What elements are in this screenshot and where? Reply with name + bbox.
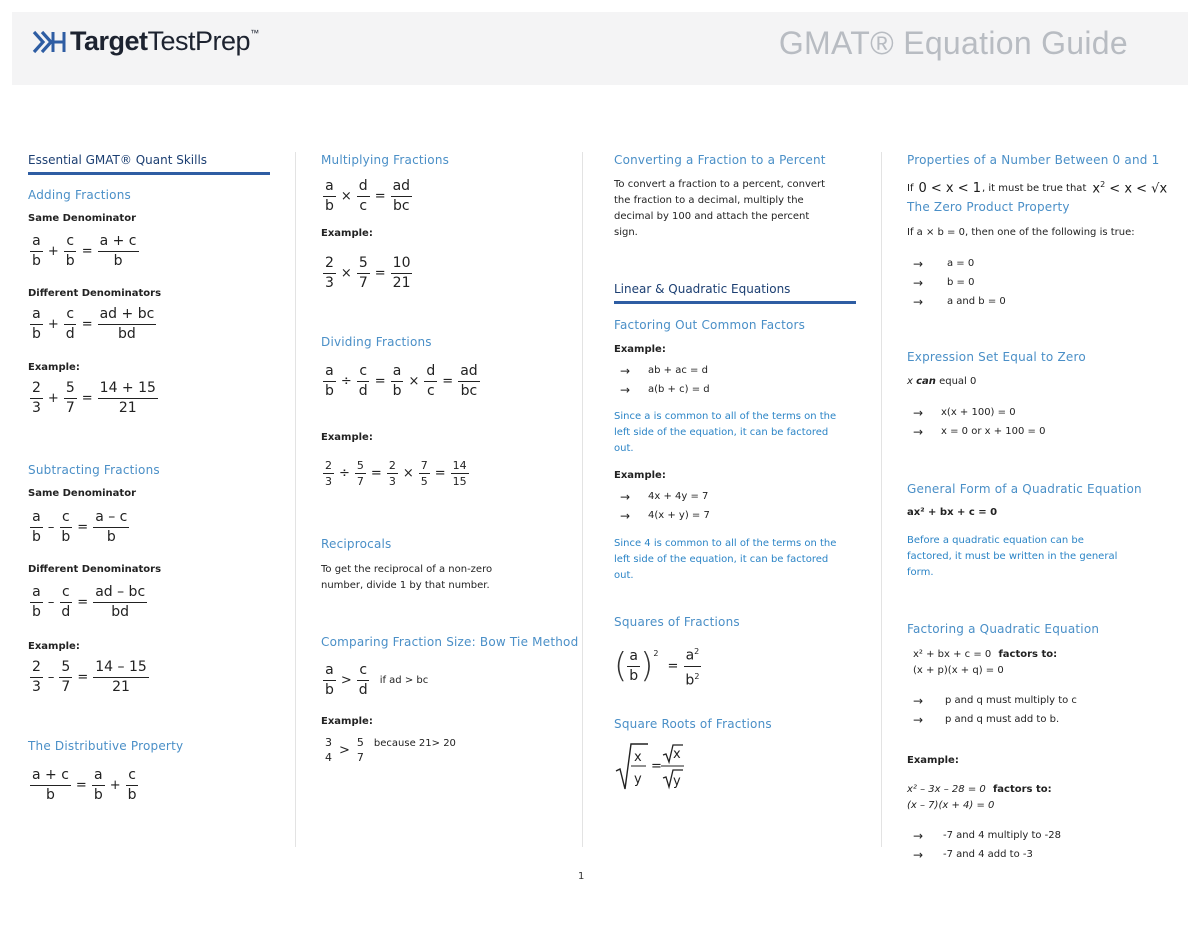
logo-trademark: ™ [250, 28, 259, 38]
between-prefix: If [907, 182, 914, 194]
formula-add-same-denominator: a b + $\frac{c}{b}$ = $\frac{a + c}{b}$ [32, 233, 137, 269]
text-line: To get the reciprocal of a non-zero [321, 564, 493, 575]
arrow-icon: → [913, 275, 924, 290]
factoring-quad-example-bullets [907, 826, 1061, 864]
page-number: 1 [578, 871, 585, 882]
equation: x(x + 100) = 0 [941, 407, 1016, 418]
formula-distributive: $\frac{a + c}{b}$ = $\frac{a}{b}$ + $\frac{c}{b}$ [32, 767, 137, 803]
formula-multiply: $\frac{a}{b}$ × $\frac{d}{c}$ = $\frac{ad}{bc}$ [325, 178, 411, 214]
section-linear-quadratic [614, 282, 856, 304]
section-title: Essential GMAT® Quant Skills [28, 153, 208, 167]
label-example: Example: [321, 228, 373, 239]
equation: x = 0 or x + 100 = 0 [941, 426, 1046, 437]
factoring-note-2 [614, 536, 836, 584]
svg-text:x: x [673, 747, 681, 762]
label-same-denominator: Same Denominator [28, 213, 137, 224]
text-line: decimal by 100 and attach the percent [614, 211, 810, 222]
section-underline [28, 172, 270, 175]
section-title: Linear & Quadratic Equations [614, 282, 791, 296]
formula-multiply-example: $\frac{2}{3}$ × $\frac{5}{7}$ = $\frac{10}{21}$ [325, 255, 411, 291]
text-line: Before a quadratic equation can be [907, 535, 1084, 546]
label-example: Example: [321, 716, 373, 727]
formula-subtract-example: 2 3 – $\frac{5}{7}$ = $\frac{14 - 15}{21}$ [32, 659, 147, 695]
square-root-formula-graphic [614, 741, 694, 793]
zero-product-list [907, 254, 1006, 311]
general-form-formula: ax² + bx + c = 0 [907, 507, 998, 518]
label-same-denominator: Same Denominator [28, 488, 137, 499]
logo-wordmark [70, 26, 259, 57]
arrow-icon: → [913, 424, 924, 439]
formula-add-example: 2 3 + $\frac{5}{7}$ = $\frac{14 + 15}{21}$ [32, 380, 156, 416]
formula-add-different-denominators: a b + $\frac{c}{d}$ = $\frac{ad + bc}{bd}$ [32, 306, 155, 342]
expression-steps [907, 403, 1045, 441]
guide-title: GMAT® Equation Guide [778, 25, 1128, 61]
expression-rest: equal 0 [939, 376, 977, 387]
list-item: b = 0 [947, 277, 975, 288]
logo-chevrons-icon [32, 29, 66, 55]
heading-comparing-fractions: Comparing Fraction Size: Bow Tie Method [321, 635, 579, 649]
bow-tie-because: because 21> 20 [373, 738, 456, 749]
label-example: Example: [28, 641, 80, 652]
text-line: sign. [614, 227, 638, 238]
arrow-icon: → [913, 828, 924, 843]
equation: 4(x + y) = 7 [648, 510, 710, 521]
text-line: Since 4 is common to all of the terms on the [614, 538, 837, 549]
heading-squares-of-fractions: Squares of Fractions [614, 615, 740, 629]
arrow-icon: → [913, 712, 924, 727]
target-test-prep-logo [32, 26, 259, 57]
formula-divide: $\frac{a}{b}$ ÷ $\frac{c}{d}$ = $\frac{a}{b}$ × $\frac{d}{c}$ = $\frac{ad}{bc}$ [325, 363, 478, 399]
text-line: form. [907, 567, 934, 578]
svg-text:y: y [673, 774, 681, 789]
factoring-example-1 [614, 361, 710, 399]
list-item: p and q must multiply to c [945, 695, 1077, 706]
text-line: number, divide 1 by that number. [321, 580, 490, 591]
svg-text:x: x [634, 750, 642, 765]
expression-var: x [907, 376, 913, 387]
section-underline [614, 301, 856, 304]
arrow-icon: → [620, 363, 631, 378]
general-form-note [907, 533, 1117, 581]
bow-tie-condition: if ad > bc [379, 674, 429, 686]
factoring-quad-bullets [907, 691, 1077, 729]
formula-subtract-same-denominator: a b – $\frac{c}{b}$ = $\frac{a - c}{b}$ [32, 509, 128, 545]
label-example: Example: [28, 362, 80, 373]
zero-product-intro: If a × b = 0, then one of the following is true: [907, 227, 1135, 238]
arrow-icon: → [913, 847, 924, 862]
label-example: Example: [321, 432, 373, 443]
heading-reciprocals: Reciprocals [321, 537, 392, 551]
arrow-icon: → [913, 294, 924, 309]
label-example: Example: [614, 344, 666, 355]
text-line: left side of the equation, it can be factored [614, 554, 829, 565]
factoring-note-1 [614, 409, 836, 457]
logo-bold-text: Target [70, 26, 148, 56]
list-item: -7 and 4 add to -3 [943, 849, 1033, 860]
factoring-quad-example [907, 782, 1052, 798]
list-item: -7 and 4 multiply to -28 [943, 830, 1062, 841]
formula-bow-tie: a b > c d if ad > bc [325, 662, 429, 698]
factoring-example-2 [614, 487, 710, 525]
logo-light-text: TestPrep [147, 26, 251, 56]
expression-can: can [916, 376, 936, 387]
text-line: out. [614, 443, 634, 454]
heading-number-between-0-and-1: Properties of a Number Between 0 and 1 [907, 153, 1160, 167]
equation: (x – 7)(x + 4) = 0 [907, 800, 995, 811]
text-line: the fraction to a decimal, multiply the [614, 195, 804, 206]
heading-expression-equal-zero: Expression Set Equal to Zero [907, 350, 1086, 364]
section-essential-skills [28, 153, 270, 175]
formula-bow-tie-example: 3 4 > 5 7 because 21> 20 [325, 736, 456, 764]
equation: ab + ac = d [648, 365, 708, 376]
arrow-icon: → [620, 508, 631, 523]
inequality-0-x-1: 0 < x < 1 [918, 180, 982, 196]
label-example: Example: [907, 755, 959, 766]
equation: x² + bx + c = 0 [913, 649, 992, 660]
heading-subtracting-fractions: Subtracting Fractions [28, 463, 160, 477]
formula-square-root-of-fraction [614, 741, 694, 797]
formula-subtract-different-denominators: a b – $\frac{c}{d}$ = $\frac{ad - bc}{bd}$ [32, 584, 146, 620]
reciprocals-text [321, 562, 492, 594]
factoring-quad-statement [913, 647, 1057, 663]
arrow-icon: → [620, 489, 631, 504]
list-item: a and b = 0 [947, 296, 1006, 307]
text-line: left side of the equation, it can be factored [614, 427, 829, 438]
heading-factoring-common-factors: Factoring Out Common Factors [614, 318, 806, 332]
heading-dividing-fractions: Dividing Fractions [321, 335, 432, 349]
heading-multiplying-fractions: Multiplying Fractions [321, 153, 450, 167]
text-line: To convert a fraction to a percent, convert [614, 179, 826, 190]
list-item: p and q must add to b. [945, 714, 1060, 725]
formula-square-of-fraction: ( a b ) $^2$ = $\frac{a^2}{b^2}$ [614, 643, 703, 689]
heading-square-roots-of-fractions: Square Roots of Fractions [614, 717, 772, 731]
column-divider [582, 152, 583, 847]
heading-adding-fractions: Adding Fractions [28, 188, 131, 202]
label-different-denominators: Different Denominators [28, 564, 162, 575]
column-divider [295, 152, 296, 847]
arrow-icon: → [913, 405, 924, 420]
label-different-denominators: Different Denominators [28, 288, 162, 299]
heading-general-form-quadratic: General Form of a Quadratic Equation [907, 482, 1142, 496]
text-line: Since a is common to all of the terms on the [614, 411, 837, 422]
svg-text:=: = [651, 759, 662, 774]
svg-text:y: y [634, 772, 642, 787]
label-example: Example: [614, 470, 666, 481]
expression-statement [907, 374, 976, 390]
heading-zero-product-property: The Zero Product Property [907, 200, 1070, 214]
list-item: a = 0 [947, 258, 975, 269]
equation: a(b + c) = d [648, 384, 710, 395]
text-line: factored, it must be written in the general [907, 551, 1118, 562]
heading-converting-to-percent: Converting a Fraction to a Percent [614, 153, 826, 167]
arrow-icon: → [620, 382, 631, 397]
text-line: out. [614, 570, 634, 581]
equation: 4x + 4y = 7 [648, 491, 709, 502]
page-header [12, 12, 1188, 85]
equation: (x + p)(x + q) = 0 [913, 665, 1004, 676]
converting-text [614, 177, 825, 241]
heading-distributive-property: The Distributive Property [28, 739, 184, 753]
factors-to-label: factors to: [998, 649, 1058, 660]
factors-to-label: factors to: [992, 784, 1052, 795]
formula-divide-example: $\frac{2}{3}$ ÷ $\frac{5}{7}$ = $\frac{2}{3}$ × $\frac{7}{5}$ = $\frac{14}{15}$ [325, 459, 467, 488]
equation: x² – 3x – 28 = 0 [907, 784, 986, 795]
arrow-icon: → [913, 693, 924, 708]
column-divider [881, 152, 882, 847]
inequality-x2-x-sqrtx: $x^2 < x < √x$ [1092, 180, 1168, 197]
between-middle: , it must be true that [982, 182, 1087, 194]
heading-factoring-quadratic: Factoring a Quadratic Equation [907, 622, 1100, 636]
between-statement [907, 180, 1167, 196]
arrow-icon: → [913, 256, 924, 271]
